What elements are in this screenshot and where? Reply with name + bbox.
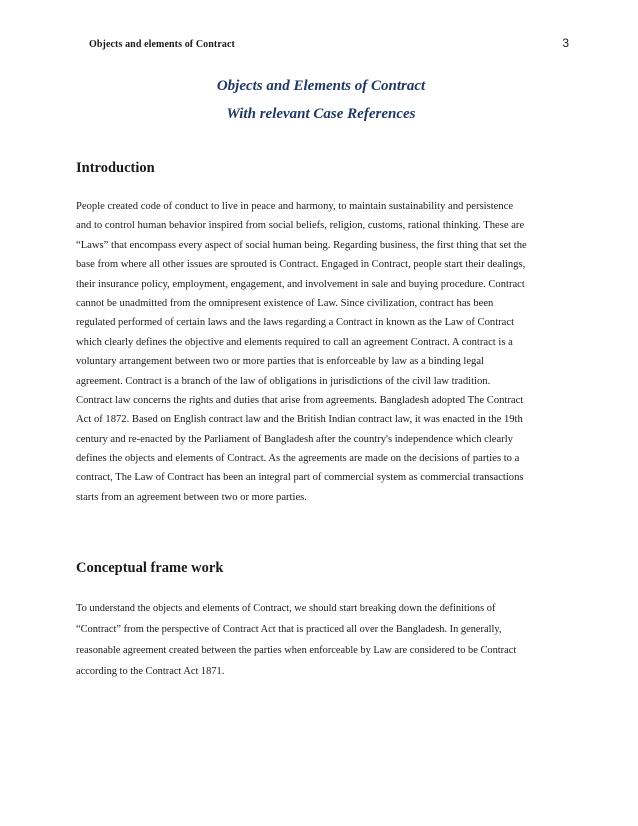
paragraph-line: defines the objects and elements of Contract. As the agreements are made on the decisions of parties to a	[76, 453, 520, 465]
paragraph-line: regulated performed of certain laws and the laws regarding a Contract in known as the Law of Contract	[76, 317, 515, 329]
conceptual-framework-heading: Conceptual frame work	[76, 560, 224, 576]
paragraph-line: agreement. Contract is a branch of the law of obligations in jurisdictions of the civil law tradition.	[76, 375, 491, 387]
paragraph-line: their insurance policy, employment, engagement, and involvement in sale and buying procedure. Contract	[76, 278, 525, 290]
paragraph-line: and to control human behavior inspired from social beliefs, religion, customs, rational thinking. These are	[76, 220, 525, 232]
introduction-paragraph	[76, 197, 568, 507]
page-number: 3	[562, 36, 569, 50]
paragraph-line: reasonable agreement created between the parties when enforceable by Law are considered to be Contract	[76, 645, 517, 656]
paragraph-line: People created code of conduct to live in peace and harmony, to maintain sustainability and persistence	[76, 201, 514, 212]
paragraph-line: base from where all other issues are sprouted is Contract. Engaged in Contract, people start their dealings,	[76, 259, 526, 271]
paragraph-line: Act of 1872. Based on English contract law and the British Indian contract law, it was enacted in the 19th	[76, 414, 523, 426]
paragraph-line: starts from an agreement between two or more parties.	[76, 491, 307, 503]
paragraph-line: according to the Contract Act 1871.	[76, 666, 225, 677]
paragraph-line: contract, The Law of Contract has been an integral part of commercial system as commercial transactions	[76, 472, 524, 484]
paragraph-line: century and re-enacted by the Parliament of Bangladesh after the country's independence which clearly	[76, 433, 513, 445]
paragraph-line: To understand the objects and elements of Contract, we should start breaking down the definitions of	[76, 603, 496, 614]
paragraph-line: cannot be unadmitted from the omnipresent existence of Law. Since civilization, contract has been	[76, 297, 494, 309]
introduction-heading: Introduction	[76, 160, 155, 176]
paragraph-line: voluntary arrangement between two or more parties that is enforceable by law as a binding legal	[76, 356, 485, 368]
paragraph-line: Contract law concerns the rights and duties that arise from agreements. Bangladesh adopted The Contract	[76, 394, 524, 406]
document-subtitle: With relevant Case References	[226, 106, 416, 122]
paragraph-line: “Contract” from the perspective of Contract Act that is practiced all over the Bangladesh. In generally,	[76, 624, 502, 635]
paragraph-line: “Laws” that encompass every aspect of social human being. Regarding business, the first thing that set the	[76, 239, 527, 251]
running-header-title: Objects and elements of Contract	[89, 39, 235, 50]
conceptual-framework-paragraph	[76, 598, 568, 682]
document-title: Objects and Elements of Contract	[216, 78, 426, 94]
paragraph-line: which clearly defines the objective and elements required to call an agreement Contract. A contract is a	[76, 336, 513, 348]
